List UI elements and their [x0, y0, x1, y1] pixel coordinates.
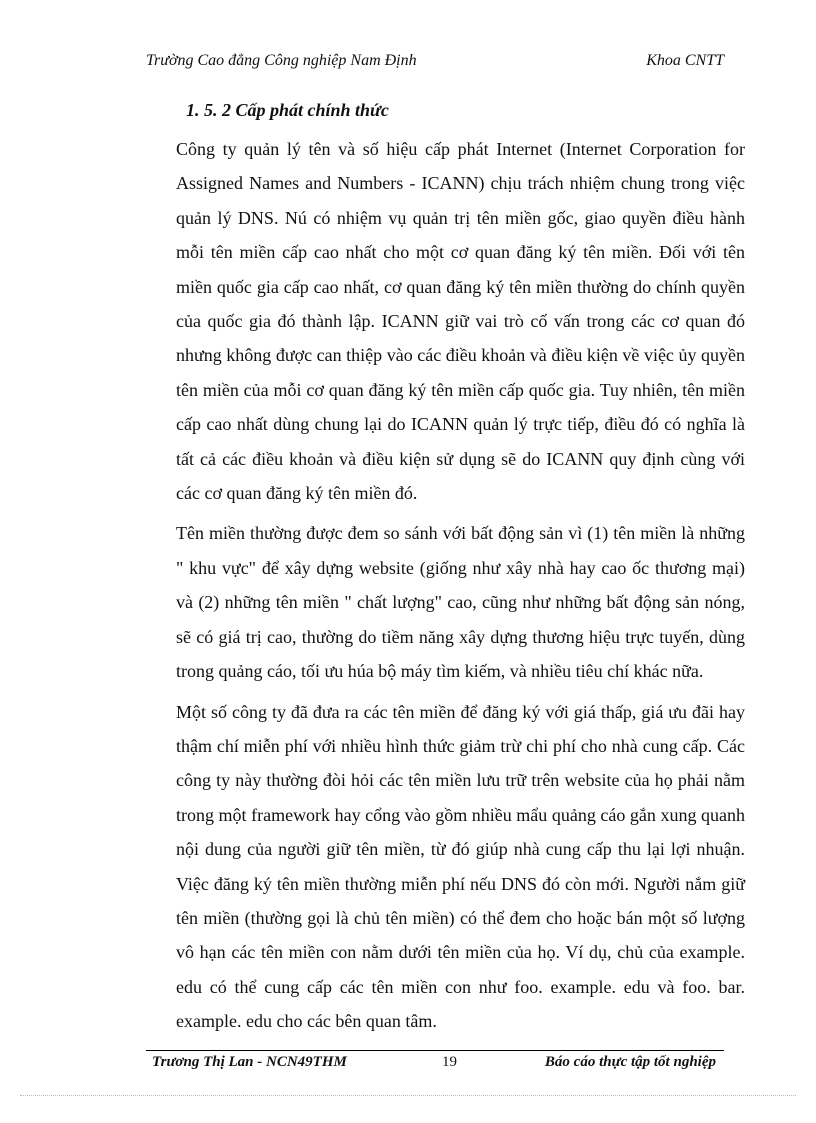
page-footer: [152, 1054, 716, 1076]
footer-report-title: Báo cáo thực tập tốt nghiệp: [544, 1054, 716, 1070]
body-text: [176, 132, 745, 1045]
section-title: 1. 5. 2 Cấp phát chính thức: [186, 100, 389, 120]
page-header: [146, 52, 724, 76]
footer-divider: [146, 1050, 724, 1051]
page-edge-divider: [20, 1095, 796, 1096]
paragraph-1: Công ty quản lý tên và số hiệu cấp phát Internet (Internet Corporation for Assigned Names and Numbers - ICANN) chịu trách nhiệm chung trong việc quản lý DNS. Nú có nhiệm vụ quản trị tên miền gốc, giao quyền điều hành mỗi tên miền cấp cao nhất cho một cơ quan đăng ký tên miền. Đối với tên miền quốc gia cấp cao nhất, cơ quan đăng ký tên miền thường do chính quyền của quốc gia đó thành lập. ICANN giữ vai trò cố vấn trong các cơ quan đó nhưng không được can thiệp vào các điều khoản và điều kiện về việc ủy quyền tên miền của mỗi cơ quan đăng ký tên miền cấp quốc gia. Tuy nhiên, tên miền cấp cao nhất dùng chung lại do ICANN quản lý trực tiếp, điều đó có nghĩa là tất cả các điều khoản và điều kiện sử dụng sẽ do ICANN quy định cùng với các cơ quan đăng ký tên miền đó.: [176, 139, 745, 504]
paragraph-3: Một số công ty đã đưa ra các tên miền để đăng ký với giá thấp, giá ưu đãi hay thậm chí miễn phí với nhiều hình thức giảm trừ chi phí cho nhà cung cấp. Các công ty này thường đòi hỏi các tên miền lưu trữ trên website của họ phải nằm trong một framework hay cổng vào gồm nhiều mẩu quảng cáo gắn xung quanh nội dung của người giữ tên miền, từ đó giúp nhà cung cấp thu lại lợi nhuận. Việc đăng ký tên miền thường miễn phí nếu DNS đó còn mới. Người nắm giữ tên miền (thường gọi là chủ tên miền) có thể đem cho hoặc bán một số lượng vô hạn các tên miền con nằm dưới tên miền của họ. Ví dụ, chủ của example. edu có thể cung cấp các tên miền con như foo. example. edu và foo. bar. example. edu cho các bên quan tâm.: [176, 701, 745, 1032]
footer-author: Trương Thị Lan - NCN49THM: [152, 1054, 347, 1070]
paragraph-2: Tên miền thường được đem so sánh với bất động sản vì (1) tên miền là những " khu vực" để xây dựng website (giống như xây nhà hay cao ốc thương mại) và (2) những tên miền " chất lượng" cao, cũng như những bất động sản nóng, sẽ có giá trị cao, thường do tiềm năng xây dựng thương hiệu trực tuyến, dùng trong quảng cáo, tối ưu húa bộ máy tìm kiếm, và nhiều tiêu chí khác nữa.: [176, 523, 745, 682]
header-school-name: Trường Cao đẳng Công nghiệp Nam Định: [146, 52, 417, 69]
header-department: Khoa CNTT: [646, 52, 724, 69]
footer-page-number: 19: [442, 1054, 457, 1070]
